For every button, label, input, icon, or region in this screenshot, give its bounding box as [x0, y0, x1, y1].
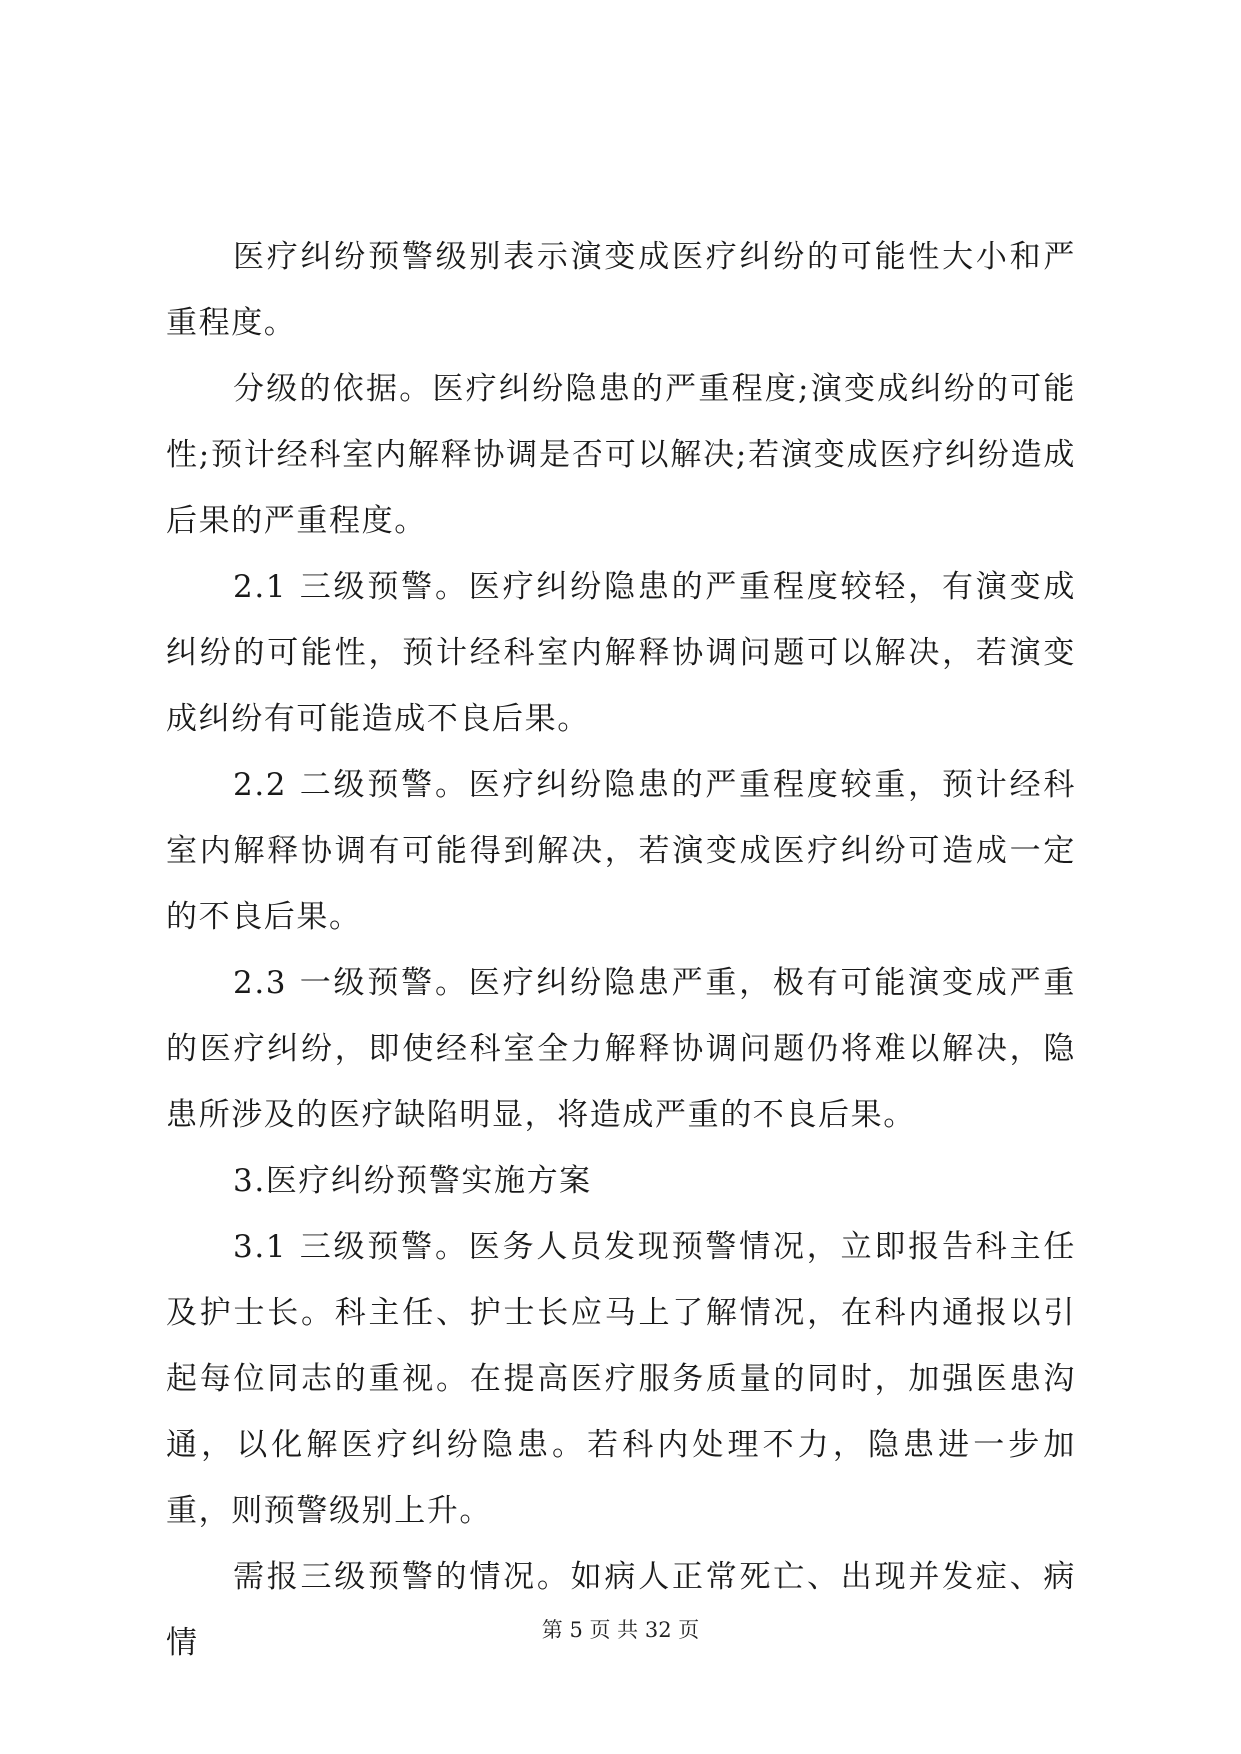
page-number-footer: 第 5 页 共 32 页 [541, 1618, 700, 1642]
paragraph-level-2-warning: 2.2 二级预警。医疗纠纷隐患的严重程度较重，预计经科室内解释协调有可能得到解决，若演变成医疗纠纷可造成一定的不良后果。 [166, 767, 1076, 935]
paragraph-level-3-implementation: 3.1 三级预警。医务人员发现预警情况，立即报告科主任及护士长。科主任、护士长应马上了解情况，在科内通报以引起每位同志的重视。在提高医疗服务质量的同时，加强医患沟通，以化解医疗纠纷隐患。若科内处理不力，隐患进一步加重，则预警级别上升。 [166, 1229, 1076, 1529]
paragraph-warning-level-definition: 医疗纠纷预警级别表示演变成医疗纠纷的可能性大小和严重程度。 [166, 239, 1076, 341]
paragraph-level-3-report-cases: 需报三级预警的情况。如病人正常死亡、出现并发症、病情 [166, 1559, 1076, 1661]
document-body [166, 224, 1076, 1676]
paragraph-level-1-warning: 2.3 一级预警。医疗纠纷隐患严重，极有可能演变成严重的医疗纠纷，即使经科室全力解释协调问题仍将难以解决，隐患所涉及的医疗缺陷明显，将造成严重的不良后果。 [166, 965, 1076, 1133]
paragraph-level-3-warning: 2.1 三级预警。医疗纠纷隐患的严重程度较轻，有演变成纠纷的可能性，预计经科室内解释协调问题可以解决，若演变成纠纷有可能造成不良后果。 [166, 569, 1076, 737]
section-heading-implementation-plan: 3.医疗纠纷预警实施方案 [233, 1163, 592, 1199]
paragraph-classification-basis: 分级的依据。医疗纠纷隐患的严重程度;演变成纠纷的可能性;预计经科室内解释协调是否可以解决;若演变成医疗纠纷造成后果的严重程度。 [166, 371, 1076, 539]
